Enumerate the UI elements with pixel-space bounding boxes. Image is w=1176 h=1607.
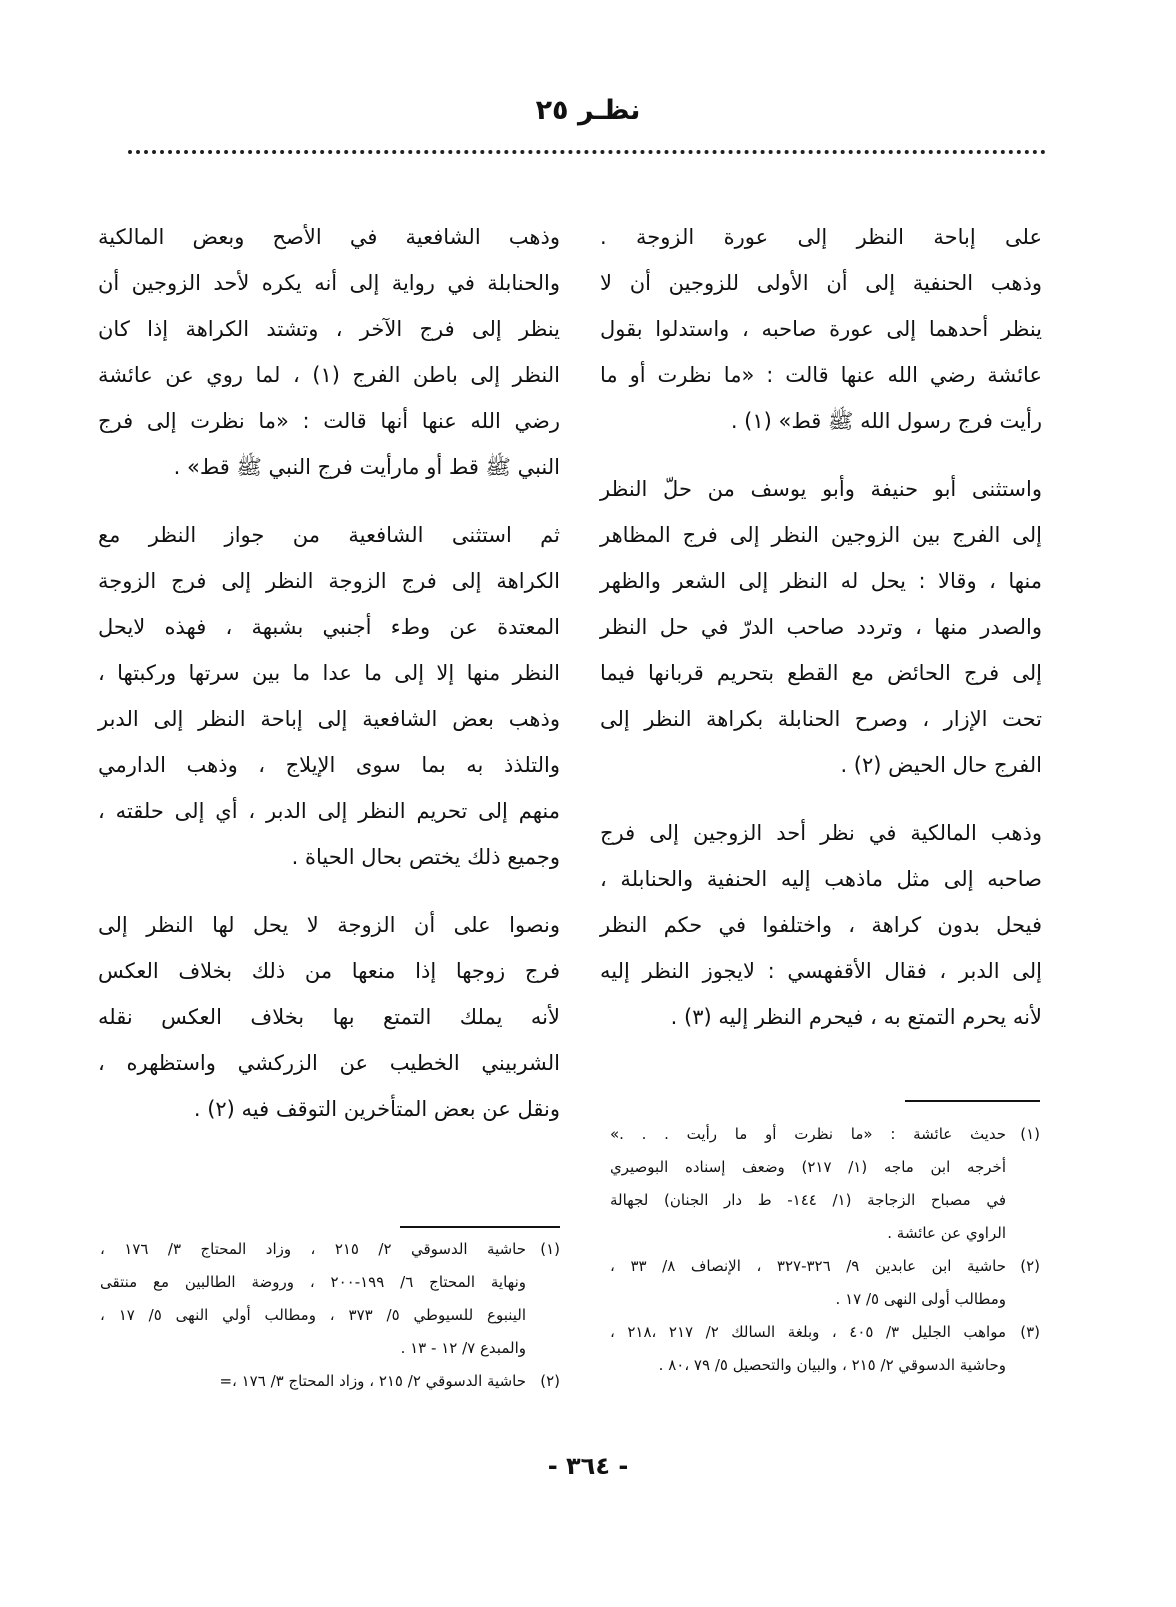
right-footnotes	[610, 1118, 1040, 1382]
text-line: فيحل بدون كراهة ، واختلفوا في حكم النظر	[600, 913, 1042, 937]
text-line: وذهب الحنفية إلى أن الأولى للزوجين أن لا	[600, 271, 1042, 295]
text-line: الفرج حال الحيض (٢) .	[840, 753, 1042, 777]
text-line: إلى الفرج بين الزوجين النظر إلى فرج المظاهر	[600, 523, 1042, 547]
text-line: وذهب الشافعية في الأصح وبعض المالكية	[98, 225, 560, 249]
footnote-number: (١)	[540, 1240, 560, 1258]
text-line: النظر منها إلا إلى ما عدا ما بين سرتها وركبتها ،	[98, 661, 560, 685]
footnote	[610, 1316, 1040, 1382]
text-line: لأنه يحرم التمتع به ، فيحرم النظر إليه (٣) .	[670, 1005, 1042, 1029]
text-line: والحنابلة في رواية إلى أنه يكره لأحد الزوجين أن	[98, 271, 560, 295]
text-line: والصدر منها ، وتردد صاحب الدرّ في حل النظر	[600, 615, 1042, 639]
text-line: ونقل عن بعض المتأخرين التوقف فيه (٢) .	[193, 1097, 560, 1121]
paragraph	[98, 214, 560, 490]
text-line: ينظر إلى فرج الآخر ، وتشتد الكراهة إذا كان	[98, 317, 560, 341]
footnote	[610, 1118, 1040, 1250]
text-line: وذهب بعض الشافعية إلى إباحة النظر إلى الدبر	[98, 707, 560, 731]
footnote-line: والمبدع ٧/ ١٢ - ١٣ .	[400, 1339, 526, 1357]
footnote-line: أخرجه ابن ماجه (١/ ٢١٧) وضعف إسناده البوصيري	[610, 1158, 1006, 1176]
text-line: والتلذذ به بما سوى الإيلاج ، وذهب الدارمي	[98, 753, 560, 777]
text-line: إلى فرج الحائض مع القطع بتحريم قربانها فيما	[600, 661, 1042, 685]
footnote-line: ونهاية المحتاج ٦/ ١٩٩-٢٠٠ ، وروضة الطالبين مع منتقى	[100, 1273, 526, 1291]
text-line: عائشة رضي الله عنها قالت : «ما نظرت أو ما	[600, 363, 1042, 387]
footnote-line: ومطالب أولى النهى ٥/ ١٧ .	[835, 1290, 1006, 1308]
text-line: إلى الدبر ، فقال الأقفهسي : لايجوز النظر إليه	[600, 959, 1042, 983]
text-line: النظر إلى باطن الفرج (١) ، لما روي عن عائشة	[98, 363, 560, 387]
text-line: وجميع ذلك يختص بحال الحياة .	[291, 845, 560, 869]
paragraph	[98, 512, 560, 880]
text-line: لأنه يملك التمتع بها بخلاف العكس نقله	[98, 1005, 560, 1029]
paragraph	[600, 466, 1042, 788]
text-line: صاحبه إلى مثل ماذهب إليه الحنفية والحنابلة ،	[600, 867, 1042, 891]
footnote-number: (٣)	[1020, 1323, 1040, 1341]
footnote-line: حاشية الدسوقي ٢/ ٢١٥ ، وزاد المحتاج ٣/ ١٧٦ ،	[100, 1240, 527, 1258]
text-line: ونصوا على أن الزوجة لا يحل لها النظر إلى	[98, 913, 560, 937]
footnote	[100, 1233, 560, 1365]
left-footnote-separator	[400, 1226, 560, 1228]
footnote-line: وحاشية الدسوقي ٢/ ٢١٥ ، والبيان والتحصيل ٥/ ٧٩ ،٨٠ .	[658, 1356, 1006, 1374]
footnote-line: حديث عائشة : «ما نظرت أو ما رأيت . . .»	[610, 1125, 1006, 1143]
text-line: تحت الإزار ، وصرح الحنابلة بكراهة النظر إلى	[600, 707, 1042, 731]
footnote	[100, 1365, 560, 1398]
left-column	[98, 214, 560, 1154]
paragraph	[600, 214, 1042, 444]
text-line: فرج زوجها إذا منعها من ذلك بخلاف العكس	[98, 959, 560, 983]
paragraph	[600, 810, 1042, 1040]
footnote-line: مواهب الجليل ٣/ ٤٠٥ ، وبلغة السالك ٢/ ٢١٧ ،٢١٨ ،	[610, 1323, 1007, 1341]
text-line: الكراهة إلى فرج الزوجة النظر إلى فرج الزوجة	[98, 569, 560, 593]
text-line: الشربيني الخطيب عن الزركشي واستظهره ،	[98, 1051, 560, 1075]
text-line: منهم إلى تحريم النظر إلى الدبر ، أي إلى حلقته ،	[98, 799, 560, 823]
footnote-line: حاشية ابن عابدين ٩/ ٣٢٦-٣٢٧ ، الإنصاف ٨/ ٣٣ ،	[610, 1257, 1007, 1275]
text-line: المعتدة عن وطء أجنبي بشبهة ، فهذه لايحل	[98, 615, 560, 639]
text-line: واستثنى أبو حنيفة وأبو يوسف من حلّ النظر	[600, 477, 1042, 501]
footnote-number: (٢)	[1020, 1257, 1040, 1275]
text-line: على إباحة النظر إلى عورة الزوجة .	[600, 225, 1042, 249]
text-line: وذهب المالكية في نظر أحد الزوجين إلى فرج	[600, 821, 1042, 845]
text-line: رأيت فرج رسول الله ﷺ قط» (١) .	[730, 409, 1042, 433]
footnote-line: حاشية الدسوقي ٢/ ٢١٥ ، وزاد المحتاج ٣/ ١٧٦ ،=	[219, 1372, 526, 1390]
footnote-number: (١)	[1020, 1125, 1040, 1143]
text-line: النبي ﷺ قط أو مارأيت فرج النبي ﷺ قط» .	[173, 455, 560, 479]
page-header-title: نظـر ٢٥	[535, 95, 641, 126]
right-column	[600, 214, 1042, 1062]
footnote-number: (٢)	[540, 1372, 560, 1390]
page-number: - ٣٦٤ -	[547, 1452, 629, 1480]
text-line: رضي الله عنها أنها قالت : «ما نظرت إلى فرج	[98, 409, 560, 433]
text-line: ثم استثنى الشافعية من جواز النظر مع	[98, 523, 560, 547]
footnote-line: في مصباح الزجاجة (١/ ١٤٤- ط دار الجنان) لجهالة	[610, 1191, 1006, 1209]
footnote-line: الراوي عن عائشة .	[887, 1224, 1006, 1242]
right-footnote-separator	[905, 1100, 1040, 1102]
footnote-line: الينبوع للسيوطي ٥/ ٣٧٣ ، ومطالب أولي النهى ٥/ ١٧ ،	[100, 1306, 527, 1324]
text-line: منها ، وقالا : يحل له النظر إلى الشعر والظهر	[600, 569, 1042, 593]
paragraph	[98, 902, 560, 1132]
left-footnotes	[100, 1233, 560, 1398]
footnote	[610, 1250, 1040, 1316]
header-dotted-divider	[128, 150, 1046, 154]
text-line: ينظر أحدهما إلى عورة صاحبه ، واستدلوا بقول	[600, 317, 1042, 341]
